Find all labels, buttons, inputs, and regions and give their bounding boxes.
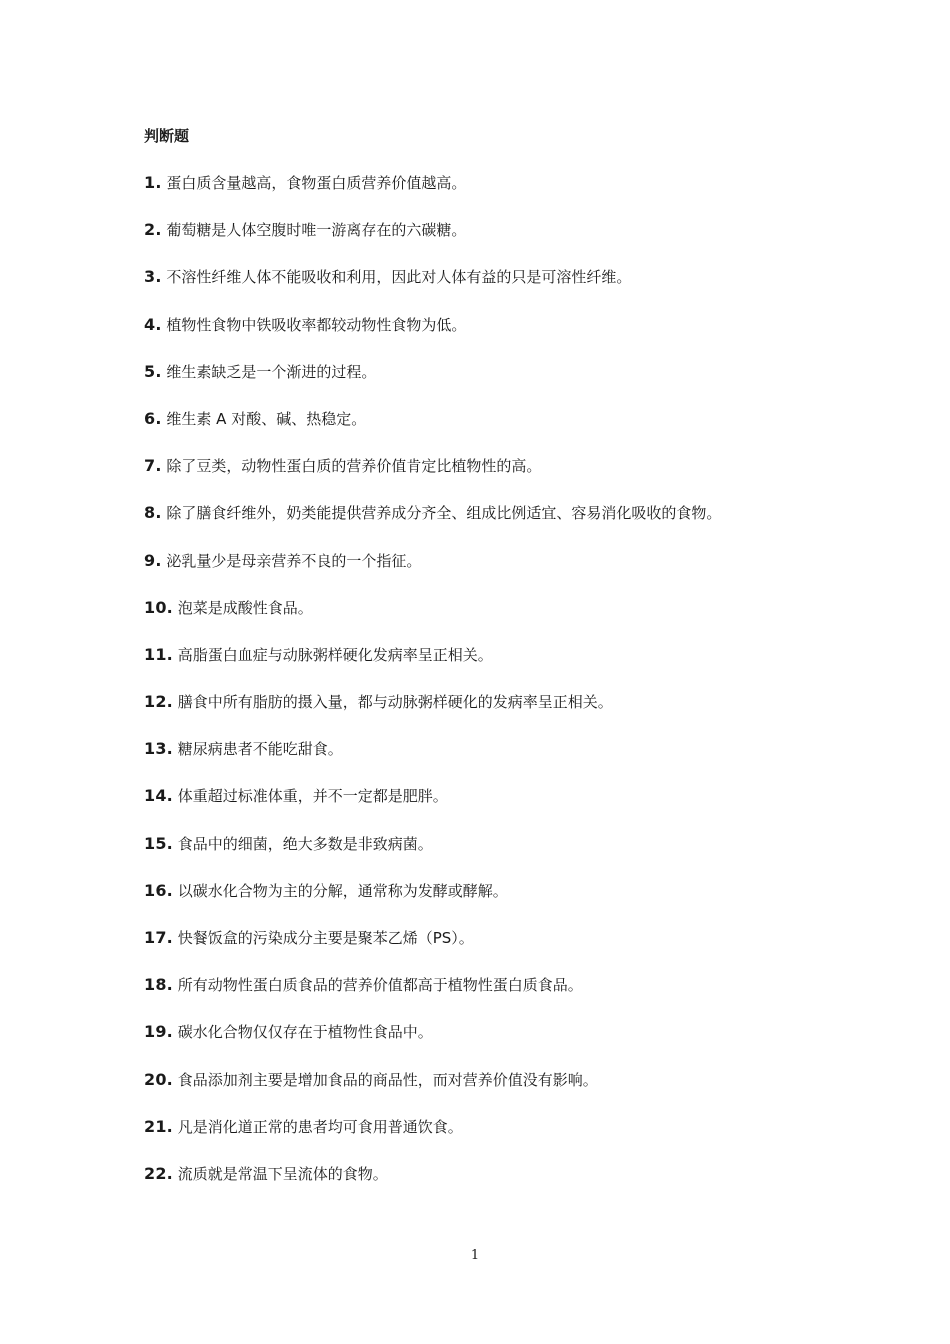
question-item bbox=[144, 692, 904, 739]
question-number: 10. bbox=[144, 597, 173, 617]
question-number: 1. bbox=[144, 173, 162, 192]
question-item bbox=[144, 834, 904, 881]
question-number: 13. bbox=[144, 739, 173, 759]
question-number: 4. bbox=[144, 314, 162, 334]
question-number: 8. bbox=[144, 503, 162, 523]
question-text: 膳食中所有脂肪的摄入量，都与动脉粥样硬化的发病率呈正相关。 bbox=[177, 693, 613, 712]
question-text: 体重超过标准体重，并不一定都是肥胖。 bbox=[177, 787, 448, 806]
question-number: 9. bbox=[144, 550, 162, 570]
question-number: 5. bbox=[144, 361, 162, 381]
question-text: 快餐饭盒的污染成分主要是聚苯乙烯（PS）。 bbox=[177, 929, 474, 947]
question-number: 12. bbox=[144, 692, 173, 712]
question-item bbox=[144, 456, 904, 503]
question-text: 所有动物性蛋白质食品的营养价值都高于植物性蛋白质食品。 bbox=[177, 976, 583, 995]
question-text: 蛋白质含量越高，食物蛋白质营养价值越高。 bbox=[166, 174, 467, 192]
question-text: 糖尿病患者不能吃甜食。 bbox=[177, 740, 343, 759]
question-item bbox=[144, 1117, 904, 1164]
question-number: 6. bbox=[144, 408, 162, 428]
question-item bbox=[144, 362, 904, 409]
question-item bbox=[144, 645, 904, 692]
question-item bbox=[144, 315, 904, 362]
question-number: 7. bbox=[144, 456, 162, 476]
section-heading: 判断题 bbox=[144, 127, 190, 145]
question-item bbox=[144, 1022, 904, 1069]
question-number: 14. bbox=[144, 786, 173, 806]
question-text: 食品添加剂主要是增加食品的商品性，而对营养价值没有影响。 bbox=[177, 1070, 598, 1089]
question-text: 除了豆类，动物性蛋白质的营养价值肯定比植物性的高。 bbox=[166, 457, 542, 476]
question-text: 食品中的细菌，绝大多数是非致病菌。 bbox=[177, 834, 433, 853]
question-number: 17. bbox=[144, 928, 173, 947]
question-list bbox=[144, 173, 904, 1211]
question-text: 流质就是常温下呈流体的食物。 bbox=[177, 1164, 388, 1183]
question-item bbox=[144, 975, 904, 1022]
page-number: 1 bbox=[470, 1248, 480, 1263]
question-number: 18. bbox=[144, 975, 173, 995]
question-number: 11. bbox=[144, 644, 173, 664]
question-number: 20. bbox=[144, 1069, 173, 1089]
question-text: 高脂蛋白血症与动脉粥样硬化发病率呈正相关。 bbox=[177, 645, 493, 664]
question-text: 泌乳量少是母亲营养不良的一个指征。 bbox=[166, 551, 422, 570]
question-item bbox=[144, 1164, 904, 1211]
question-number: 19. bbox=[144, 1022, 173, 1042]
question-item bbox=[144, 220, 904, 267]
question-number: 22. bbox=[144, 1163, 173, 1183]
question-text: 不溶性纤维人体不能吸收和利用，因此对人体有益的只是可溶性纤维。 bbox=[166, 268, 632, 287]
question-text: 以碳水化合物为主的分解，通常称为发酵或酵解。 bbox=[177, 881, 508, 900]
question-text: 维生素缺乏是一个渐进的过程。 bbox=[166, 362, 377, 381]
question-number: 21. bbox=[144, 1116, 173, 1136]
question-item bbox=[144, 503, 904, 550]
question-text: 除了膳食纤维外，奶类能提供营养成分齐全、组成比例适宜、容易消化吸收的食物。 bbox=[166, 504, 722, 523]
question-item bbox=[144, 928, 904, 975]
question-text: 植物性食物中铁吸收率都较动物性食物为低。 bbox=[166, 315, 467, 334]
question-number: 15. bbox=[144, 833, 173, 853]
question-text: 维生素 A 对酸、碱、热稳定。 bbox=[166, 409, 367, 428]
question-text: 泡菜是成酸性食品。 bbox=[177, 598, 313, 617]
question-item bbox=[144, 739, 904, 786]
question-item bbox=[144, 267, 904, 314]
question-text: 凡是消化道正常的患者均可食用普通饮食。 bbox=[177, 1117, 463, 1136]
question-number: 3. bbox=[144, 267, 162, 287]
question-item bbox=[144, 1070, 904, 1117]
question-item bbox=[144, 786, 904, 833]
question-text: 碳水化合物仅仅存在于植物性食品中。 bbox=[177, 1023, 433, 1042]
question-item bbox=[144, 173, 904, 220]
question-item bbox=[144, 598, 904, 645]
question-number: 16. bbox=[144, 880, 173, 900]
question-item bbox=[144, 881, 904, 928]
question-item bbox=[144, 409, 904, 456]
question-item bbox=[144, 551, 904, 598]
question-text: 葡萄糖是人体空腹时唯一游离存在的六碳糖。 bbox=[166, 221, 467, 240]
question-number: 2. bbox=[144, 220, 162, 240]
